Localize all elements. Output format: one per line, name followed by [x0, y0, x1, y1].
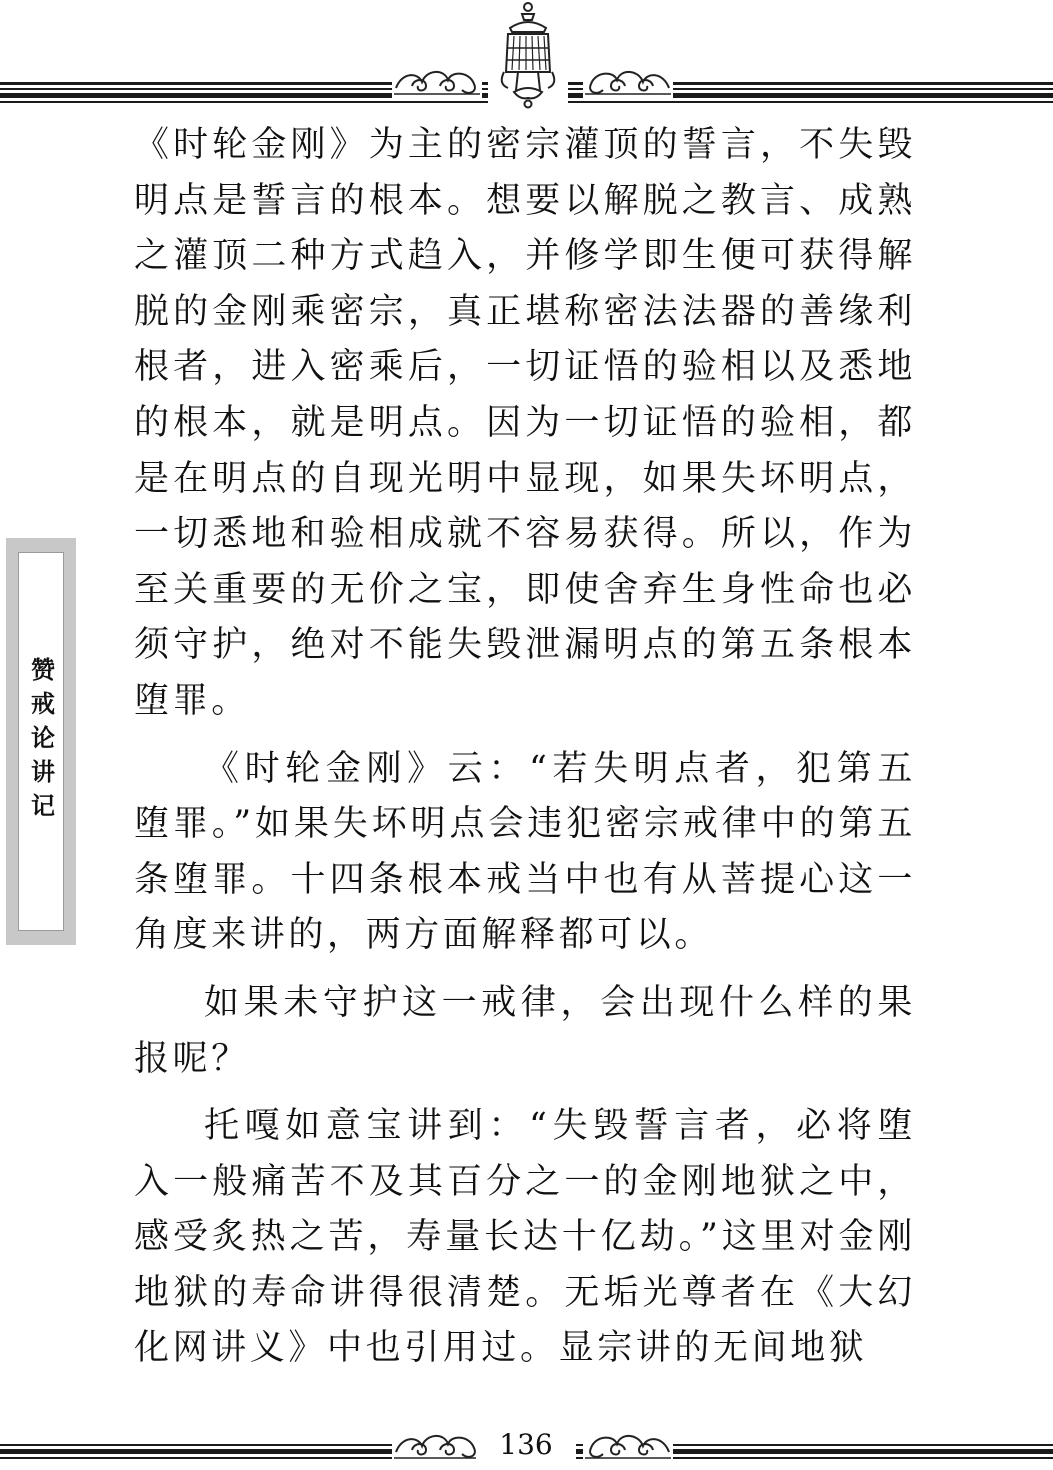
body-text: [134, 118, 916, 1377]
paragraph: 《时轮金刚》云：“若失明点者，犯第五堕罪。”如果失坏明点会违犯密宗戒律中的第五条堕罪。十四条根本戒当中也有从菩提心这一角度来讲的，两方面解释都可以。: [134, 748, 916, 956]
side-tab: [6, 538, 76, 945]
victory-banner-icon: [488, 0, 568, 110]
side-tab-frame: [18, 552, 64, 931]
cloud-ornament-icon: [392, 64, 482, 100]
cloud-ornament-icon: [583, 64, 673, 100]
paragraph: 托嘎如意宝讲到：“失毁誓言者，必将堕入一般痛苦不及其百分之一的金刚地狱之中，感受炙热之苦，寿量长达十亿劫。”这里对金刚地狱的寿命讲得很清楚。无垢光尊者在《大幻化网讲义》中也引用过。显宗讲的无间地狱: [134, 1106, 916, 1369]
book-title: 赞戒论讲记: [26, 656, 55, 827]
paragraph: 如果未守护这一戒律，会出现什么样的果报呢？: [134, 982, 916, 1079]
page-number: 136: [476, 1428, 576, 1461]
cloud-ornament-icon: [392, 1428, 482, 1464]
paragraph: 《时轮金刚》为主的密宗灌顶的誓言，不失毁明点是誓言的根本。想要以解脱之教言、成熟之灌顶二种方式趋入，并修学即生便可获得解脱的金刚乘密宗，真正堪称密法法器的善缘利根者，进入密乘后，一切证悟的验相以及悉地的根本，就是明点。因为一切证悟的验相，都是在明点的自现光明中显现，如果失坏明点，一切悉地和验相成就不容易获得。所以，作为至关重要的无价之宝，即使舍弃生身性命也必须守护，绝对不能失毁泄漏明点的第五条根本堕罪。: [134, 125, 916, 721]
cloud-ornament-icon: [583, 1428, 673, 1464]
